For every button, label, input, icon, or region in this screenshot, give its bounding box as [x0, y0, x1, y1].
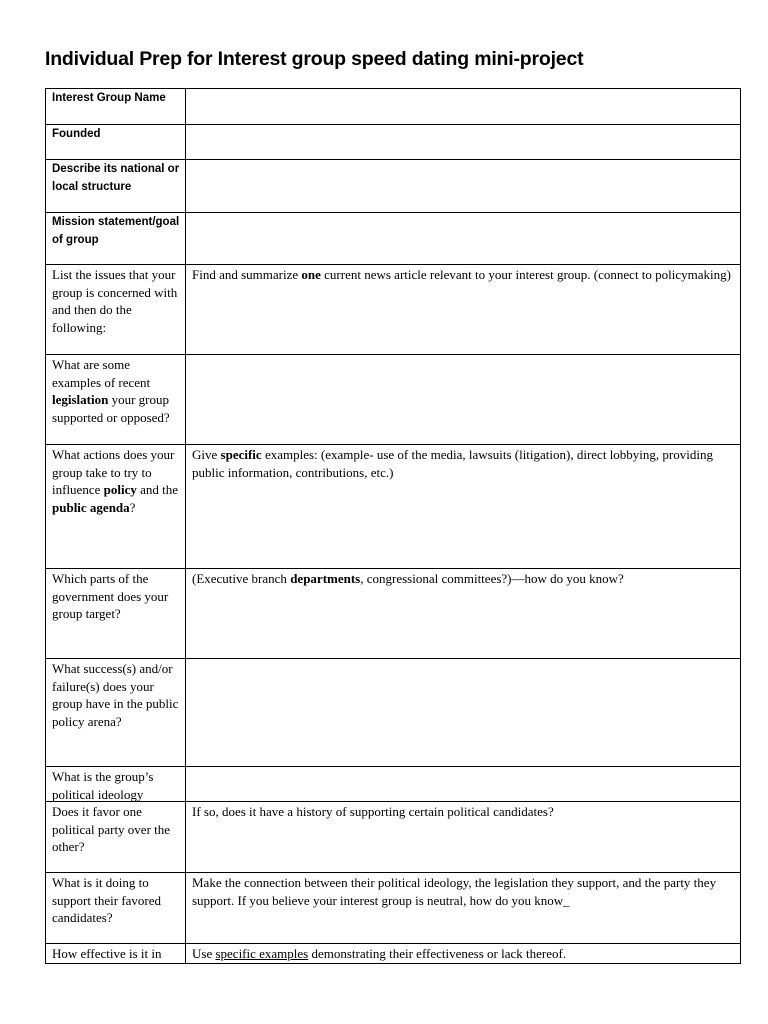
- question-cell: [46, 160, 186, 213]
- question-text: What actions does your group take to try to influence: [52, 447, 175, 497]
- question-cell: [46, 89, 186, 125]
- answer-cell[interactable]: [186, 160, 741, 213]
- page-title: Individual Prep for Interest group speed dating mini-project: [45, 48, 584, 70]
- table-row: [46, 89, 741, 125]
- question-text: Which parts of the government does your group target?: [52, 571, 169, 621]
- question-text: your group supported or opposed?: [52, 392, 170, 425]
- answer-cell[interactable]: [186, 213, 741, 265]
- answer-cell[interactable]: [186, 944, 741, 964]
- worksheet-table: [45, 88, 741, 964]
- question-cell: [46, 569, 186, 659]
- answer-text: Use: [192, 946, 216, 961]
- answer-cell[interactable]: [186, 569, 741, 659]
- question-text: Interest Group Name: [52, 92, 166, 104]
- answer-text: Give: [192, 447, 221, 462]
- question-text: Describe its national or local structure: [52, 163, 180, 193]
- table-row: [46, 160, 741, 213]
- question-cell: [46, 873, 186, 944]
- question-cell: [46, 944, 186, 964]
- table-row: [46, 445, 741, 569]
- question-emphasis: legislation: [52, 392, 109, 407]
- answer-text: examples: (example- use of the media, lawsuits (litigation), direct lobbying, providing public information, contributions, etc.): [192, 447, 713, 480]
- answer-cell[interactable]: [186, 355, 741, 445]
- question-text: Founded: [52, 128, 101, 140]
- answer-text: Find and summarize: [192, 267, 302, 282]
- question-cell: [46, 265, 186, 355]
- question-text: and the: [136, 482, 179, 497]
- question-emphasis: policy: [103, 482, 137, 497]
- answer-cell[interactable]: [186, 265, 741, 355]
- table-row: [46, 659, 741, 767]
- answer-text: , congressional committees?)—how do you know?: [360, 571, 624, 586]
- question-cell: [46, 355, 186, 445]
- table-row: [46, 125, 741, 160]
- question-text: What success(s) and/or failure(s) does your group have in the public policy arena?: [52, 661, 179, 729]
- question-text: ?: [129, 499, 136, 515]
- answer-emphasis: departments: [290, 571, 361, 586]
- question-text: How effective is it in: [52, 946, 162, 961]
- answer-underlined-text: specific examples: [215, 946, 309, 961]
- table-row: [46, 767, 741, 802]
- answer-text: current news article relevant to your interest group. (connect to policymaking): [320, 267, 731, 282]
- table-row: [46, 802, 741, 873]
- table-row: [46, 873, 741, 944]
- question-cell: [46, 125, 186, 160]
- question-emphasis: public agenda: [52, 499, 130, 515]
- table-row: [46, 569, 741, 659]
- table-row: [46, 213, 741, 265]
- answer-cell[interactable]: [186, 767, 741, 802]
- table-row: [46, 355, 741, 445]
- question-text: List the issues that your group is concerned with and then do the following:: [52, 267, 178, 335]
- table-row: [46, 944, 741, 964]
- question-cell: [46, 767, 186, 802]
- answer-emphasis: one: [301, 267, 321, 282]
- answer-cell[interactable]: [186, 659, 741, 767]
- question-text: What are some examples of recent: [52, 357, 151, 390]
- question-text: What is it doing to support their favored candidates?: [52, 875, 162, 925]
- question-cell: [46, 659, 186, 767]
- question-cell: [46, 213, 186, 265]
- answer-cell[interactable]: [186, 802, 741, 873]
- answer-cell[interactable]: [186, 873, 741, 944]
- table-row: [46, 265, 741, 355]
- question-cell: [46, 445, 186, 569]
- answer-text: If so, does it have a history of supporting certain political candidates?: [192, 804, 554, 819]
- question-text: Mission statement/goal of group: [52, 216, 180, 246]
- question-text: Does it favor one political party over the other?: [52, 804, 171, 854]
- question-text: What is the group’s political ideology: [52, 769, 154, 801]
- answer-text: Make the connection between their political ideology, the legislation they support, and the party they support. If you believe your interest group is neutral, how do you know_: [192, 875, 717, 908]
- answer-text: demonstrating their effectiveness or lack thereof.: [308, 946, 567, 961]
- answer-cell[interactable]: [186, 89, 741, 125]
- answer-cell[interactable]: [186, 125, 741, 160]
- answer-text: (Executive branch: [192, 571, 291, 586]
- answer-cell[interactable]: [186, 445, 741, 569]
- answer-emphasis: specific: [220, 447, 262, 462]
- question-cell: [46, 802, 186, 873]
